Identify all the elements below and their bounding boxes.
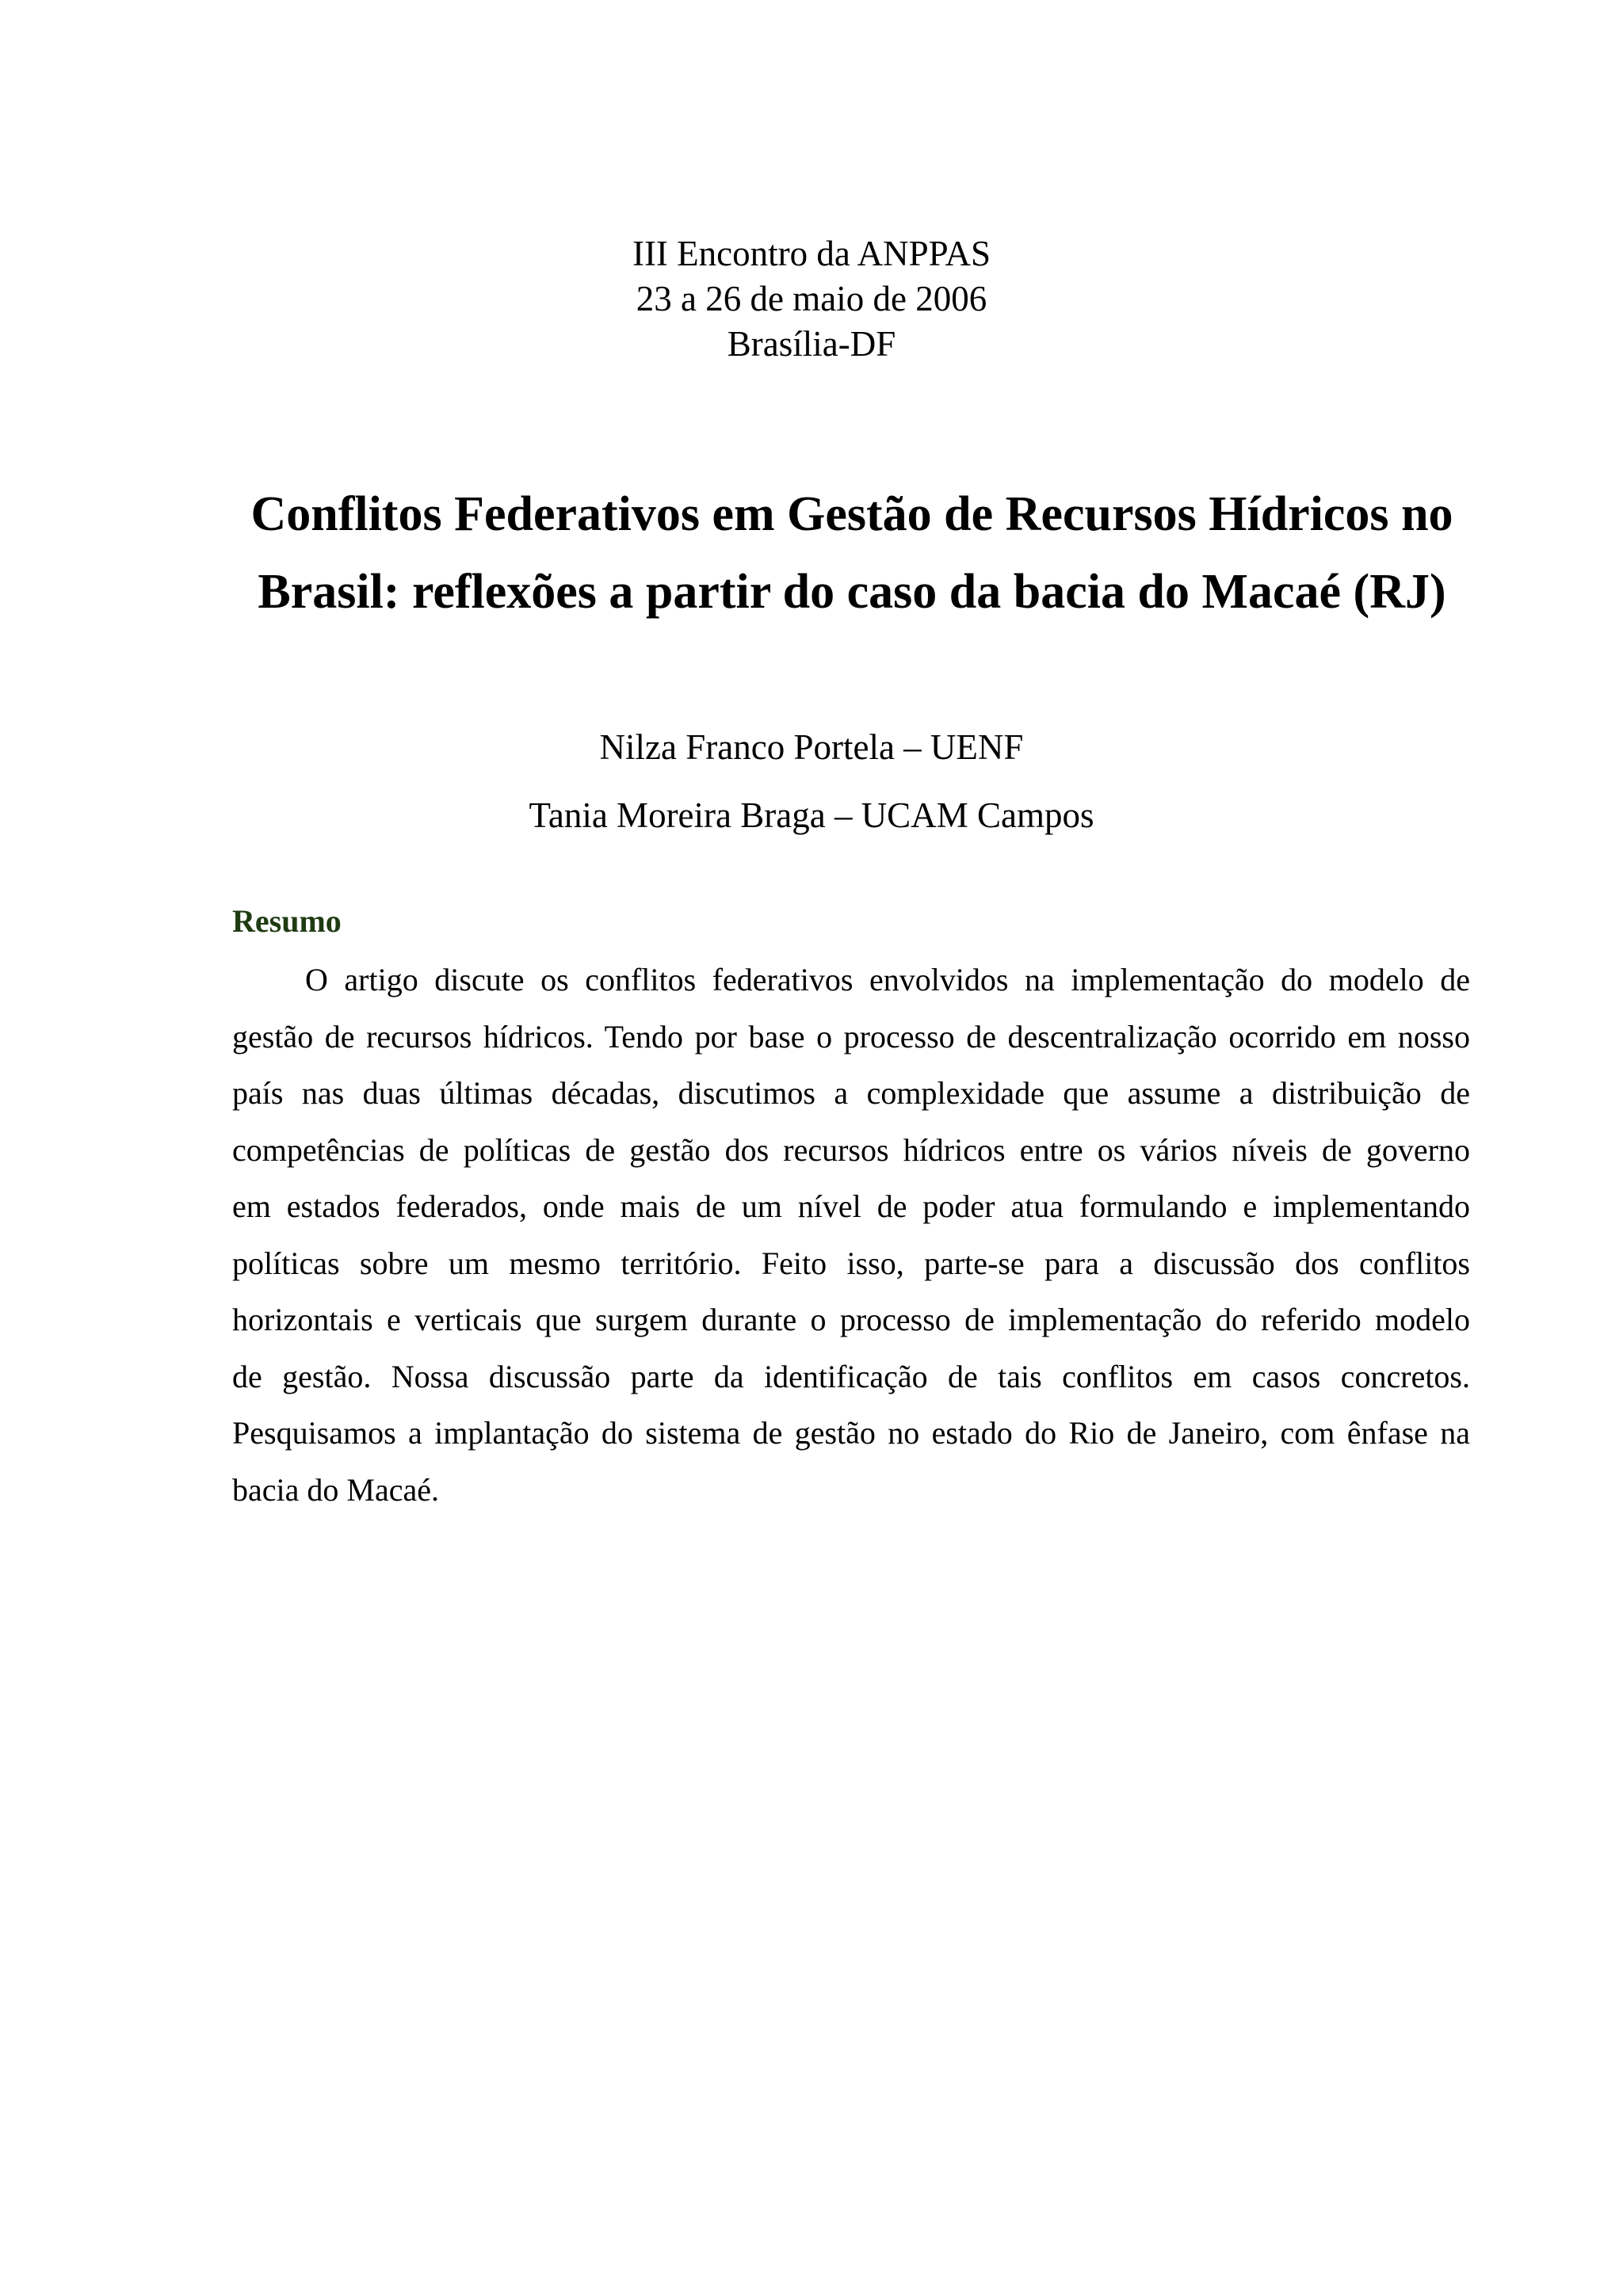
abstract-heading: Resumo <box>232 903 342 939</box>
abstract-line: O artigo discute os conflitos federativos envolvidos na implementação do modelo de <box>305 962 1470 997</box>
abstract-line: gestão de recursos hídricos. Tendo por base o processo de descentralização ocorrido em nosso <box>232 1018 1470 1055</box>
conference-dates: 23 a 26 de maio de 2006 <box>636 279 987 318</box>
paper-title-line-1: Conflitos Federativos em Gestão de Recursos Hídricos no <box>250 487 1453 541</box>
paper-title-line-2: Brasil: reflexões a partir do caso da bacia do Macaé (RJ) <box>258 565 1446 619</box>
paper-title <box>198 475 1506 631</box>
author-list <box>0 713 1623 849</box>
author-1: Nilza Franco Portela – UENF <box>599 727 1024 767</box>
conference-location: Brasília-DF <box>727 324 896 364</box>
abstract-line: políticas sobre um mesmo território. Feito isso, parte-se para a discussão dos conflitos <box>232 1245 1470 1281</box>
abstract-line: horizontais e verticais que surgem durante o processo de implementação do referido modelo <box>232 1302 1470 1337</box>
abstract-line: competências de políticas de gestão dos recursos hídricos entre os vários níveis de governo <box>232 1131 1470 1168</box>
conference-name: III Encontro da ANPPAS <box>632 234 991 273</box>
conference-header <box>0 231 1623 367</box>
author-2: Tania Moreira Braga – UCAM Campos <box>529 795 1094 835</box>
abstract-line: bacia do Macaé. <box>232 1471 439 1508</box>
abstract-body <box>232 952 1470 1518</box>
abstract-line: de gestão. Nossa discussão parte da identificação de tais conflitos em casos concretos. <box>232 1358 1470 1394</box>
abstract-line: Pesquisamos a implantação do sistema de gestão no estado do Rio de Janeiro, com ênfase na <box>232 1415 1470 1451</box>
abstract-line: país nas duas últimas décadas, discutimos a complexidade que assume a distribuição de <box>232 1075 1470 1111</box>
abstract-line: em estados federados, onde mais de um nível de poder atua formulando e implementando <box>232 1188 1470 1224</box>
